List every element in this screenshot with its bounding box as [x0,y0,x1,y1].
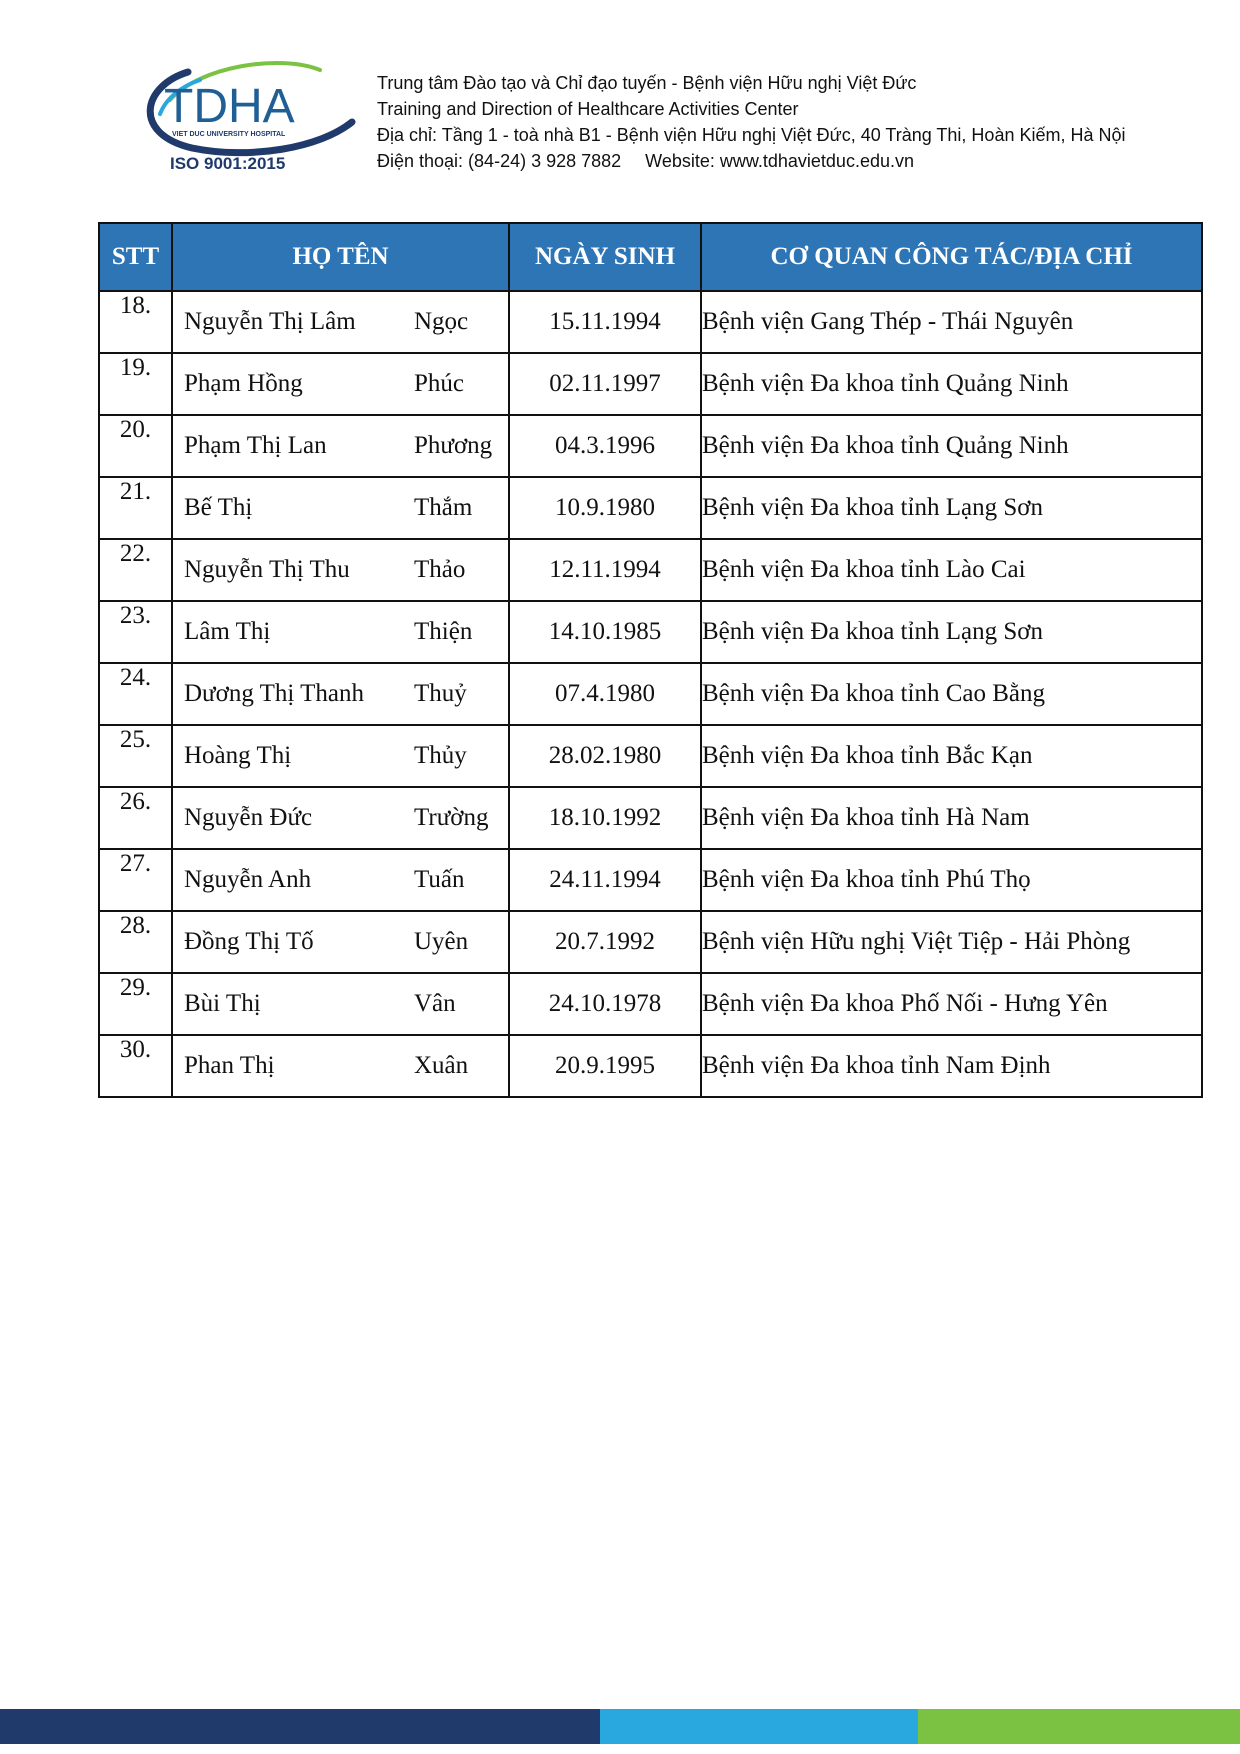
center-name-vi: Trung tâm Đào tạo và Chỉ đạo tuyến - Bệnh viện Hữu nghị Việt Đức [377,73,917,93]
row-stt: 24. [99,663,172,725]
table-row [99,415,1202,477]
row-given-name: Hoàng Thị [184,742,292,769]
row-first-name: Xuân [414,1052,469,1079]
row-dob: 18.10.1992 [509,787,701,849]
row-fullname [172,291,509,353]
row-organization: Bệnh viện Đa khoa tỉnh Lạng Sơn [701,477,1202,539]
row-dob: 10.9.1980 [509,477,701,539]
center-address: Địa chỉ: Tầng 1 - toà nhà B1 - Bệnh viện Hữu nghị Việt Đức, 40 Tràng Thi, Hoàn Kiếm, Hà Nội [377,125,1126,145]
row-stt: 22. [99,539,172,601]
row-fullname [172,601,509,663]
row-first-name: Phương [414,432,493,459]
footer-bar-green [918,1709,1240,1744]
row-given-name: Nguyễn Thị Lâm [184,308,356,335]
row-fullname [172,787,509,849]
row-organization: Bệnh viện Đa khoa tỉnh Lạng Sơn [701,601,1202,663]
row-given-name: Lâm Thị [184,618,271,645]
row-organization: Bệnh viện Đa khoa tỉnh Nam Định [701,1035,1202,1097]
table-row [99,911,1202,973]
row-fullname [172,973,509,1035]
row-stt: 19. [99,353,172,415]
logo-brand-text: TDHA [164,80,295,133]
tdha-logo [130,56,365,196]
center-name-en: Training and Direction of Healthcare Activities Center [377,99,799,119]
row-given-name: Dương Thị Thanh [184,680,365,707]
column-header-stt: STT [99,223,172,291]
column-header-name: HỌ TÊN [172,223,509,291]
footer-bar-blue [600,1709,918,1744]
row-fullname [172,725,509,787]
row-dob: 15.11.1994 [509,291,701,353]
row-first-name: Thiện [414,618,473,645]
row-given-name: Đồng Thị Tố [184,928,314,955]
table-row [99,291,1202,353]
row-stt: 18. [99,291,172,353]
column-header-dob: NGÀY SINH [509,223,701,291]
row-fullname [172,353,509,415]
table-header-row [99,223,1202,291]
table-row [99,539,1202,601]
row-given-name: Phạm Hồng [184,370,303,397]
iso-certification: ISO 9001:2015 [170,154,286,173]
table-row [99,601,1202,663]
row-given-name: Nguyễn Thị Thu [184,556,350,583]
row-given-name: Nguyễn Đức [184,804,313,831]
tdha-logo-graphic [130,56,365,196]
row-dob: 14.10.1985 [509,601,701,663]
row-stt: 26. [99,787,172,849]
row-dob: 24.10.1978 [509,973,701,1035]
row-organization: Bệnh viện Đa khoa tỉnh Lào Cai [701,539,1202,601]
row-organization: Bệnh viện Hữu nghị Việt Tiệp - Hải Phòng [701,911,1202,973]
row-fullname [172,663,509,725]
row-stt: 21. [99,477,172,539]
table-row [99,353,1202,415]
row-fullname [172,911,509,973]
table-row [99,787,1202,849]
row-organization: Bệnh viện Đa khoa tỉnh Hà Nam [701,787,1202,849]
table-row [99,1035,1202,1097]
row-dob: 02.11.1997 [509,353,701,415]
column-header-org: CƠ QUAN CÔNG TÁC/ĐỊA CHỈ [701,223,1202,291]
row-first-name: Thắm [414,494,473,521]
row-organization: Bệnh viện Đa khoa Phố Nối - Hưng Yên [701,973,1202,1035]
row-stt: 30. [99,1035,172,1097]
row-organization: Bệnh viện Đa khoa tỉnh Bắc Kạn [701,725,1202,787]
row-fullname [172,415,509,477]
row-first-name: Uyên [414,928,469,955]
row-stt: 29. [99,973,172,1035]
row-given-name: Bùi Thị [184,990,261,1017]
table-row [99,477,1202,539]
contact-line [377,148,1126,174]
row-dob: 04.3.1996 [509,415,701,477]
row-dob: 12.11.1994 [509,539,701,601]
row-given-name: Nguyễn Anh [184,866,312,893]
row-first-name: Thủy [414,742,467,769]
footer-bar-navy [0,1709,600,1744]
row-first-name: Vân [414,990,456,1017]
row-fullname [172,477,509,539]
row-first-name: Trường [414,804,489,831]
row-organization: Bệnh viện Đa khoa tỉnh Cao Bằng [701,663,1202,725]
row-fullname [172,849,509,911]
row-first-name: Ngọc [414,308,469,335]
row-dob: 24.11.1994 [509,849,701,911]
table-row [99,973,1202,1035]
row-fullname [172,1035,509,1097]
row-given-name: Phạm Thị Lan [184,432,327,459]
row-stt: 25. [99,725,172,787]
row-first-name: Tuấn [414,866,465,893]
row-stt: 23. [99,601,172,663]
row-fullname [172,539,509,601]
row-organization: Bệnh viện Đa khoa tỉnh Quảng Ninh [701,415,1202,477]
row-dob: 20.7.1992 [509,911,701,973]
participant-table [98,222,1203,1098]
row-stt: 20. [99,415,172,477]
table-row [99,663,1202,725]
row-dob: 28.02.1980 [509,725,701,787]
footer-color-bar [0,1709,1240,1744]
row-dob: 20.9.1995 [509,1035,701,1097]
row-stt: 28. [99,911,172,973]
logo-tagline: VIET DUC UNIVERSITY HOSPITAL [172,131,286,138]
center-phone: Điện thoại: (84-24) 3 928 7882 [377,151,622,171]
row-first-name: Phúc [414,370,464,397]
table-body [99,291,1202,1097]
row-organization: Bệnh viện Gang Thép - Thái Nguyên [701,291,1202,353]
row-first-name: Thảo [414,556,466,583]
row-organization: Bệnh viện Đa khoa tỉnh Phú Thọ [701,849,1202,911]
center-info [377,70,1126,174]
row-given-name: Phan Thị [184,1052,275,1079]
row-dob: 07.4.1980 [509,663,701,725]
center-website: Website: www.tdhavietduc.edu.vn [645,151,914,171]
table-row [99,849,1202,911]
row-organization: Bệnh viện Đa khoa tỉnh Quảng Ninh [701,353,1202,415]
row-first-name: Thuỷ [414,680,467,707]
row-given-name: Bế Thị [184,494,253,521]
table-row [99,725,1202,787]
row-stt: 27. [99,849,172,911]
